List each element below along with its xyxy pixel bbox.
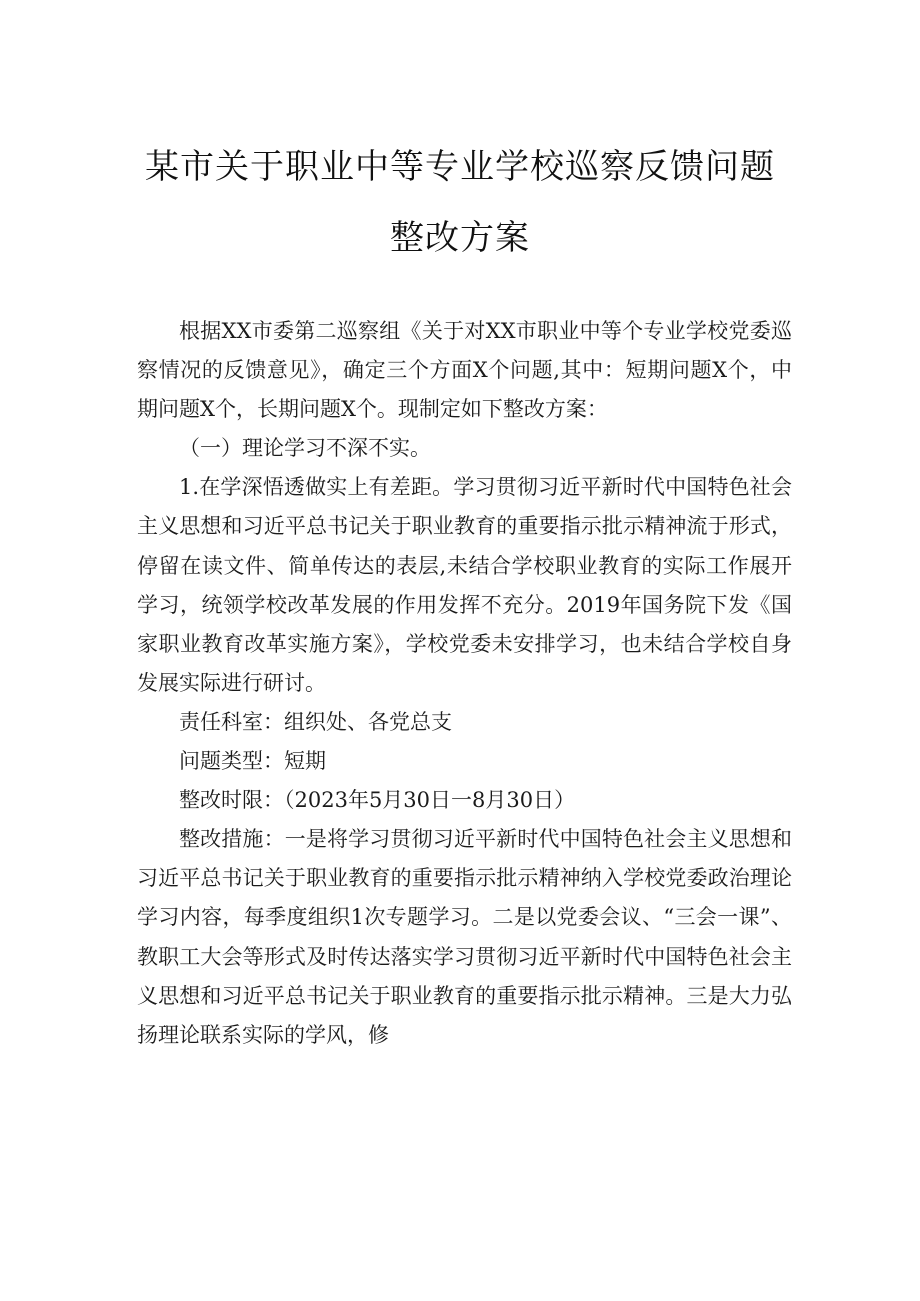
issue-paragraph: 1.在学深悟透做实上有差距。学习贯彻习近平新时代中国特色社会主义思想和习近平总书记关于职业教育的重要指示批示精神流于形式，停留在读文件、简单传达的表层,未结合学校职业教育的实际工作展开学习，统领学校改革发展的作用发挥不充分。2019年国务院下发《国家职业教育改革实施方案》，学校党委未安排学习，也未结合学校自身发展实际进行研讨。 xyxy=(137,475,792,695)
section-heading: （一）理论学习不深不实。 xyxy=(179,436,431,461)
rectification-measures: 整改措施：一是将学习贯彻习近平新时代中国特色社会主义思想和习近平总书记关于职业教育的重要指示批示精神纳入学校党委政治理论学习内容，每季度组织1次专题学习。二是以党委会议、“三会一课”、教职工大会等形式及时传达落实学习贯彻习近平新时代中国特色社会主义思想和习近平总书记关于职业教育的重要指示批示精神。三是大力弘扬理论联系实际的学风，修 xyxy=(137,827,792,1047)
responsible-department: 责任科室：组织处、各党总支 xyxy=(179,709,452,734)
document-body xyxy=(137,312,792,1055)
document-title-line-1: 某市关于职业中等专业学校巡察反馈问题 xyxy=(145,147,775,187)
issue-type: 问题类型：短期 xyxy=(179,749,326,774)
document-title-line-2: 整改方案 xyxy=(390,218,530,258)
rectification-deadline: 整改时限：（2023年5月30日一8月30日） xyxy=(179,788,576,813)
intro-paragraph: 根据XX市委第二巡察组《关于对XX市职业中等个专业学校党委巡察情况的反馈意见》，确定三个方面X个问题,其中：短期问题X个，中期问题X个，长期问题X个。现制定如下整改方案： xyxy=(137,319,792,422)
